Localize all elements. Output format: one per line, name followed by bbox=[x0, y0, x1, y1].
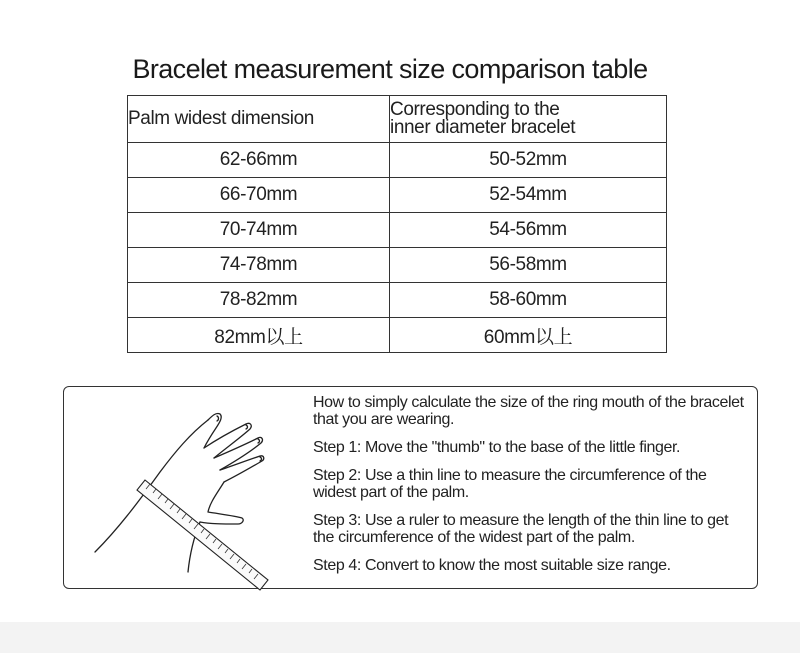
header-inner-line-1: Corresponding to the bbox=[390, 99, 560, 120]
step-2: Step 2: Use a thin line to measure the circumference of the widest part of the palm. bbox=[313, 467, 707, 501]
table-row bbox=[128, 283, 667, 318]
inner-cell: 56-58mm bbox=[390, 248, 667, 283]
inner-cell: 54-56mm bbox=[390, 213, 667, 248]
step-4: Step 4: Convert to know the most suitable size range. bbox=[313, 557, 671, 574]
palm-cell: 82mm以上 bbox=[128, 318, 390, 353]
ruler-icon bbox=[137, 480, 268, 590]
table-header-row bbox=[128, 96, 667, 143]
page-title: Bracelet measurement size comparison table bbox=[132, 54, 648, 84]
header-inner-diameter bbox=[390, 96, 667, 143]
table-row bbox=[128, 178, 667, 213]
palm-cell: 78-82mm bbox=[128, 283, 390, 318]
step-1: Step 1: Move the "thumb" to the base of the little finger. bbox=[313, 439, 681, 456]
step-3: Step 3: Use a ruler to measure the length of the thin line to get the circumference of the widest part of the palm. bbox=[313, 512, 729, 546]
palm-cell: 62-66mm bbox=[128, 143, 390, 178]
table-row bbox=[128, 213, 667, 248]
instructions-text bbox=[313, 394, 753, 585]
table-row bbox=[128, 248, 667, 283]
inner-cell: 52-54mm bbox=[390, 178, 667, 213]
header-palm-dimension: Palm widest dimension bbox=[128, 96, 390, 143]
instructions-intro: How to simply calculate the size of the ring mouth of the bracelet that you are wearing. bbox=[313, 394, 744, 428]
palm-cell: 74-78mm bbox=[128, 248, 390, 283]
table-row bbox=[128, 318, 667, 353]
hand-measuring-illustration bbox=[90, 402, 290, 592]
inner-cell: 60mm以上 bbox=[390, 318, 667, 353]
palm-cell: 66-70mm bbox=[128, 178, 390, 213]
palm-cell: 70-74mm bbox=[128, 213, 390, 248]
inner-cell: 58-60mm bbox=[390, 283, 667, 318]
table-row bbox=[128, 143, 667, 178]
header-inner-line-2: inner diameter bracelet bbox=[390, 117, 576, 138]
size-comparison-table bbox=[127, 95, 667, 353]
inner-cell: 50-52mm bbox=[390, 143, 667, 178]
bottom-band bbox=[0, 622, 800, 653]
